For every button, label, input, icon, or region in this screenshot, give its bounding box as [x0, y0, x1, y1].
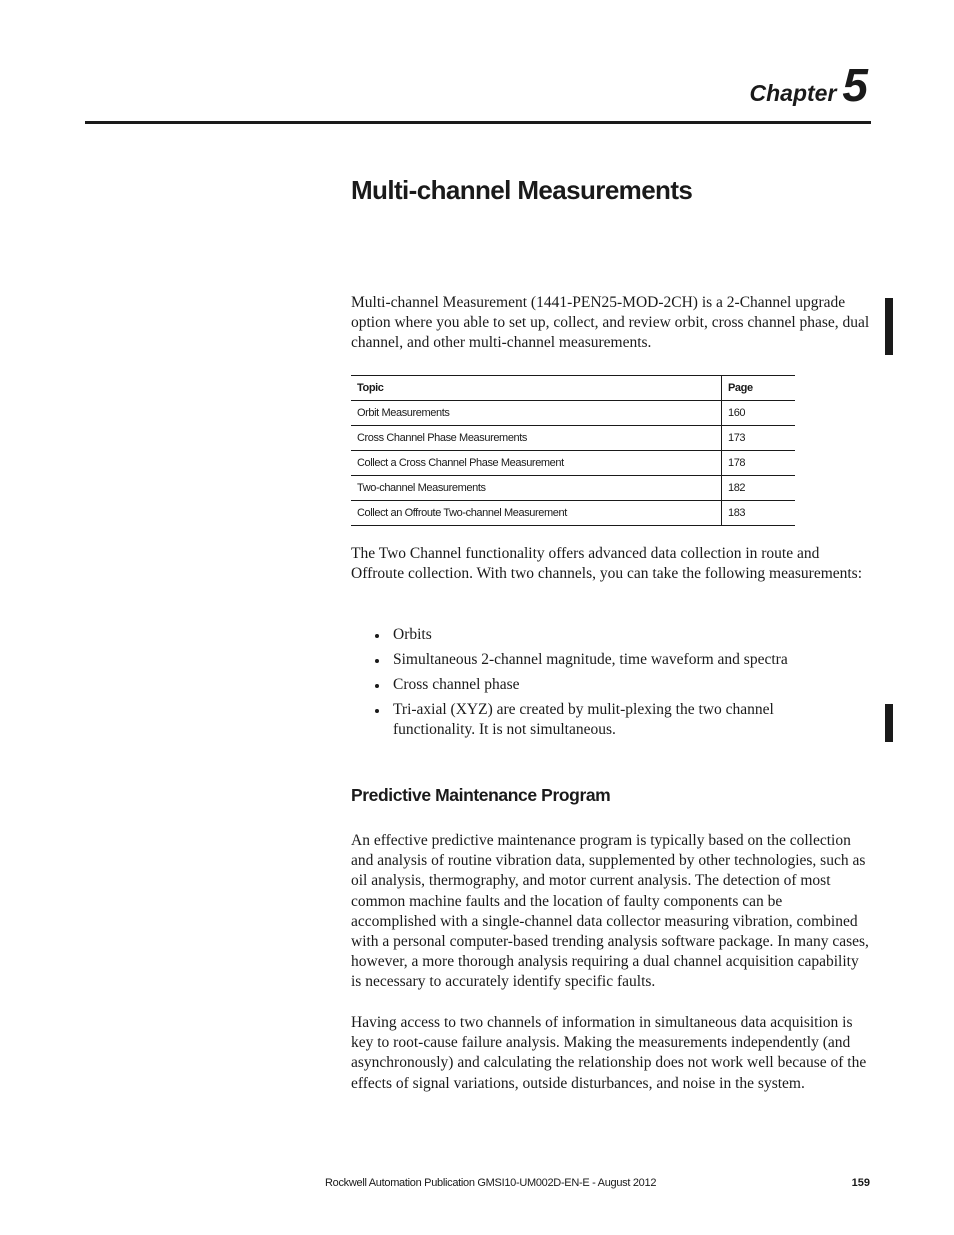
- table-row: [351, 451, 795, 476]
- page-title: Multi-channel Measurements: [351, 175, 693, 205]
- topic-cell[interactable]: Orbit Measurements: [351, 401, 722, 426]
- table-row: [351, 501, 795, 526]
- page-cell[interactable]: 173: [722, 426, 796, 451]
- footer-publication: Rockwell Automation Publication GMSI10-UM002D-EN-E - August 2012: [325, 1177, 657, 1189]
- table-row: [351, 401, 795, 426]
- topics-table: [351, 375, 795, 526]
- table-header-row: [351, 376, 795, 401]
- section-paragraph: Having access to two channels of information in simultaneous data acquisition is key to root-cause failure analysis. Making the measurements independently (and asynchronously) and calculating the relationship does not work well because of the effects of signal variations, outside disturbances, and noise in the system.: [351, 1014, 867, 1092]
- section-paragraph: An effective predictive maintenance program is typically based on the collection and analysis of routine vibration data, supplemented by other technologies, such as oil analysis, thermography, and motor current analysis. The detection of most common machine faults and the location of faulty components can be accomplished with a single-channel data collector measuring vibration, combined with a personal computer-based trending analysis software package. In many cases, however, a more thorough analysis requiring a dual channel acquisition capability is necessary to accurately identify specific faults.: [351, 832, 869, 991]
- topic-cell[interactable]: Collect an Offroute Two-channel Measurement: [351, 501, 722, 526]
- page-column-header: Page: [722, 376, 796, 401]
- chapter-rule: [85, 121, 871, 124]
- topic-column-header: Topic: [351, 376, 722, 401]
- two-channel-paragraph: The Two Channel functionality offers advanced data collection in route and Offroute collection. With two channels, you can take the following measurements:: [351, 545, 863, 583]
- table-row: [351, 426, 795, 451]
- measurements-list: [371, 625, 811, 745]
- chapter-heading: [749, 59, 869, 111]
- list-item: Cross channel phase: [371, 675, 811, 695]
- table-row: [351, 476, 795, 501]
- page-cell[interactable]: 183: [722, 501, 796, 526]
- change-bar: [885, 298, 893, 355]
- topic-cell[interactable]: Collect a Cross Channel Phase Measurement: [351, 451, 722, 476]
- change-bar: [885, 704, 893, 742]
- list-item: Simultaneous 2-channel magnitude, time waveform and spectra: [371, 650, 811, 670]
- section-heading: Predictive Maintenance Program: [351, 785, 611, 805]
- chapter-label: Chapter: [749, 80, 837, 106]
- chapter-number: 5: [842, 59, 868, 111]
- page-cell[interactable]: 160: [722, 401, 796, 426]
- topic-cell[interactable]: Cross Channel Phase Measurements: [351, 426, 722, 451]
- page-cell[interactable]: 178: [722, 451, 796, 476]
- topic-cell[interactable]: Two-channel Measurements: [351, 476, 722, 501]
- list-item: Tri-axial (XYZ) are created by mulit-plexing the two channel functionality. It is not simultaneous.: [371, 700, 811, 740]
- intro-paragraph: Multi-channel Measurement (1441-PEN25-MOD-2CH) is a 2-Channel upgrade option where you able to set up, collect, and review orbit, cross channel phase, dual channel, and other multi-channel measurements.: [351, 294, 870, 352]
- page-cell[interactable]: 182: [722, 476, 796, 501]
- footer-page-number: 159: [851, 1177, 870, 1189]
- list-item: Orbits: [371, 625, 811, 645]
